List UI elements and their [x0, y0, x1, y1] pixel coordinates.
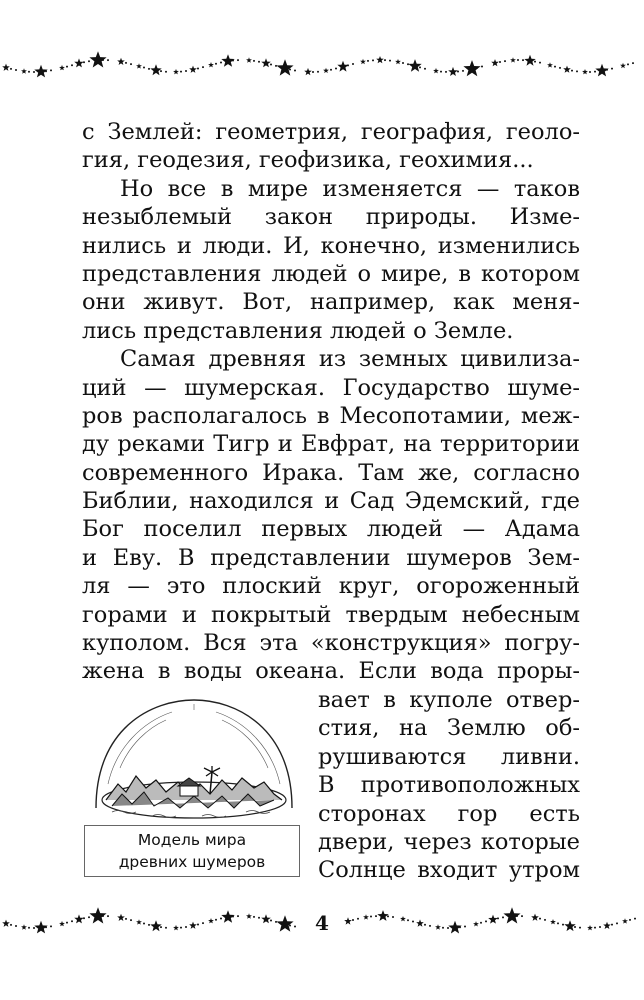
border-dot — [352, 63, 354, 65]
border-star — [261, 914, 271, 923]
border-dot — [253, 916, 255, 918]
border-star — [531, 914, 539, 921]
text-line: вает в куполе отвер- — [318, 687, 580, 713]
border-dot — [270, 920, 272, 922]
border-dot — [616, 922, 618, 924]
border-star — [21, 924, 27, 929]
border-star — [117, 914, 125, 921]
border-dot — [180, 71, 182, 73]
border-dot — [107, 59, 109, 61]
border-dot — [594, 71, 596, 73]
border-star — [337, 61, 348, 72]
border-dot — [559, 67, 561, 69]
border-dot — [571, 70, 573, 72]
border-dot — [485, 920, 487, 922]
border-dot — [594, 927, 596, 929]
border-dot — [457, 71, 459, 73]
border-dot — [88, 60, 90, 62]
text-line: ров располагалось в Месопотамии, меж- — [82, 402, 580, 429]
border-dot — [130, 919, 132, 921]
border-dot — [143, 923, 145, 925]
border-star — [21, 68, 27, 73]
caption-line: Модель мира — [137, 831, 247, 849]
border-star — [620, 63, 626, 68]
border-dot — [611, 68, 613, 70]
border-star — [208, 918, 214, 923]
border-star — [603, 922, 611, 929]
border-dot — [220, 62, 222, 64]
top-star-border — [0, 46, 644, 86]
border-dot — [562, 924, 564, 926]
border-star — [400, 916, 406, 921]
border-dot — [88, 916, 90, 918]
border-star — [246, 57, 252, 62]
figure-caption — [84, 825, 300, 877]
border-dot — [215, 919, 217, 921]
caption-line: древних шумеров — [118, 853, 266, 871]
border-star — [136, 63, 142, 68]
border-dot — [107, 915, 109, 917]
border-dot — [480, 922, 482, 924]
text-line: и Еву. В представлении шумеров Зем- — [82, 544, 580, 571]
border-dot — [294, 69, 296, 71]
border-star — [150, 64, 161, 75]
text-line: лись представления людей о Земле. — [82, 317, 514, 344]
border-dot — [66, 922, 68, 924]
border-star — [89, 51, 106, 67]
border-dot — [579, 927, 581, 929]
text-line: сторонах гор есть — [318, 800, 580, 827]
border-dot — [407, 919, 409, 921]
border-dot — [33, 71, 35, 73]
border-dot — [589, 71, 591, 73]
border-dot — [130, 63, 132, 65]
border-dot — [335, 68, 337, 70]
border-dot — [71, 920, 73, 922]
border-dot — [606, 69, 608, 71]
border-star — [276, 915, 293, 931]
border-dot — [220, 918, 222, 920]
border-dot — [317, 71, 319, 73]
border-dot — [539, 62, 541, 64]
border-star — [582, 69, 588, 74]
border-dot — [440, 71, 442, 73]
text-line: ля — это плоский круг, огороженный — [82, 573, 580, 600]
border-star — [435, 924, 441, 930]
border-dot — [352, 919, 354, 921]
border-star — [377, 910, 388, 921]
border-dot — [445, 71, 447, 73]
border-dot — [375, 915, 377, 917]
border-dot — [387, 915, 389, 917]
border-star — [491, 59, 499, 66]
border-dot — [15, 925, 17, 927]
border-dot — [370, 916, 372, 918]
border-star — [448, 67, 458, 76]
border-dot — [143, 67, 145, 69]
border-star — [550, 919, 556, 924]
border-star — [59, 921, 65, 926]
text-line: Но все в мире изменяется — таков — [120, 175, 580, 202]
border-star — [344, 917, 352, 924]
border-dot — [517, 59, 519, 61]
border-dot — [347, 64, 349, 66]
border-dot — [28, 71, 30, 73]
border-dot — [312, 71, 314, 73]
border-dot — [632, 62, 634, 64]
border-star — [323, 68, 329, 73]
border-star — [74, 914, 84, 923]
text-line: Солнце входит утром — [318, 857, 580, 884]
border-dot — [10, 924, 12, 926]
border-star — [408, 59, 421, 72]
border-dot — [367, 60, 369, 62]
text-line: современного Ирака. Там же, согласно — [82, 459, 580, 486]
border-dot — [534, 61, 536, 63]
border-dot — [424, 924, 426, 926]
border-dot — [459, 926, 461, 928]
border-dot — [50, 925, 52, 927]
border-dot — [442, 927, 444, 929]
text-line: Самая древняя из земных цивилиза- — [120, 346, 580, 373]
border-dot — [611, 924, 613, 926]
text-line: двери, через которые — [318, 828, 580, 855]
border-dot — [148, 924, 150, 926]
border-star — [503, 907, 520, 923]
border-star — [208, 62, 214, 67]
border-dot — [232, 59, 234, 61]
border-dot — [330, 69, 332, 71]
border-star — [246, 913, 252, 918]
border-dot — [165, 71, 167, 73]
text-line: горами и покрытый твердым небесным — [82, 601, 580, 628]
border-dot — [497, 917, 499, 919]
border-dot — [502, 916, 504, 918]
border-star — [395, 59, 401, 64]
border-star — [304, 68, 312, 75]
border-star — [587, 925, 593, 930]
border-dot — [412, 921, 414, 923]
border-dot — [464, 926, 466, 928]
border-dot — [253, 60, 255, 62]
text-line: В противоположных — [318, 772, 580, 799]
border-star — [622, 918, 628, 923]
text-line: стия, на Землю об- — [318, 715, 580, 742]
text-line: Бог поселил первых людей — Адама — [82, 516, 580, 543]
border-dot — [627, 63, 629, 65]
border-star — [150, 920, 161, 931]
text-line: нились и люди. И, конечно, изменились — [82, 232, 580, 259]
border-dot — [392, 916, 394, 918]
border-dot — [202, 66, 204, 68]
border-dot — [499, 61, 501, 63]
text-line: гия, геодезия, геофизика, геохимия... — [82, 147, 534, 174]
border-dot — [160, 70, 162, 72]
text-line: незыблемый закон природы. Изме- — [82, 204, 580, 231]
border-star — [524, 55, 535, 66]
border-dot — [148, 68, 150, 70]
border-dot — [258, 61, 260, 63]
border-dot — [629, 919, 631, 921]
border-dot — [357, 918, 359, 920]
border-dot — [237, 59, 239, 61]
border-dot — [50, 69, 52, 71]
border-star — [564, 920, 575, 931]
text-line: рушиваются ливни. — [318, 743, 580, 770]
border-dot — [476, 67, 478, 69]
border-dot — [481, 65, 483, 67]
border-dot — [539, 918, 541, 920]
border-star — [563, 66, 571, 73]
border-dot — [275, 921, 277, 923]
text-line: куполом. Вся эта «конструкция» погру- — [82, 630, 580, 657]
border-dot — [45, 926, 47, 928]
border-dot — [424, 68, 426, 70]
text-line: ций — шумерская. Государство шуме- — [82, 374, 580, 401]
border-dot — [197, 923, 199, 925]
body-text-full-width — [82, 118, 580, 686]
border-dot — [258, 917, 260, 919]
border-star — [473, 921, 479, 926]
border-dot — [270, 64, 272, 66]
border-dot — [202, 922, 204, 924]
border-dot — [45, 70, 47, 72]
border-dot — [197, 67, 199, 69]
border-dot — [125, 918, 127, 920]
text-line: они живут. Вот, например, как меня- — [82, 289, 580, 316]
border-dot — [521, 915, 523, 917]
border-dot — [275, 65, 277, 67]
border-dot — [402, 62, 404, 64]
text-line: ду реками Тигр и Евфрат, на территории — [82, 431, 580, 458]
text-line: представления людей о мире, в котором — [82, 260, 580, 287]
border-dot — [289, 924, 291, 926]
border-dot — [83, 61, 85, 63]
border-star — [189, 66, 197, 73]
border-star — [173, 69, 179, 75]
border-star — [74, 58, 84, 67]
border-dot — [28, 927, 30, 929]
border-dot — [185, 926, 187, 928]
border-star — [2, 920, 10, 927]
border-star — [59, 65, 65, 70]
border-dot — [554, 66, 556, 68]
border-dot — [289, 68, 291, 70]
border-dot — [504, 60, 506, 62]
border-star — [463, 60, 480, 76]
border-dot — [294, 925, 296, 927]
border-dot — [237, 915, 239, 917]
border-dot — [180, 927, 182, 929]
border-star — [547, 62, 553, 67]
border-dot — [462, 70, 464, 72]
border-star — [2, 64, 10, 71]
text-line: Библии, находился и Сад Эдемский, где — [82, 488, 580, 515]
border-dot — [125, 62, 127, 64]
border-dot — [516, 915, 518, 917]
border-dot — [185, 70, 187, 72]
border-dot — [447, 927, 449, 929]
border-star — [488, 915, 498, 924]
border-dot — [599, 926, 601, 928]
border-star — [173, 925, 179, 931]
border-dot — [10, 68, 12, 70]
border-dot — [15, 69, 17, 71]
border-dot — [576, 70, 578, 72]
border-dot — [557, 922, 559, 924]
border-star — [510, 57, 516, 62]
border-dot — [574, 926, 576, 928]
text-line: с Землей: геометрия, география, геоло- — [82, 119, 580, 145]
border-dot — [232, 915, 234, 917]
border-dot — [384, 59, 386, 61]
border-star — [136, 919, 142, 924]
border-star — [89, 907, 106, 923]
border-dot — [429, 925, 431, 927]
border-star — [363, 914, 369, 919]
border-dot — [165, 927, 167, 929]
border-dot — [372, 59, 374, 61]
page-number: 4 — [300, 910, 344, 936]
border-star — [376, 56, 384, 63]
border-star — [433, 68, 439, 74]
border-dot — [102, 59, 104, 61]
border-dot — [522, 59, 524, 61]
border-star — [360, 59, 366, 64]
border-dot — [66, 66, 68, 68]
body-text-narrow-column — [318, 686, 580, 885]
border-dot — [102, 915, 104, 917]
border-dot — [634, 918, 636, 920]
border-dot — [389, 60, 391, 62]
border-star — [416, 919, 424, 926]
border-dot — [83, 917, 85, 919]
border-dot — [160, 926, 162, 928]
border-star — [276, 59, 293, 75]
border-dot — [215, 63, 217, 65]
border-star — [261, 58, 271, 67]
text-line: жена в воды океана. Если вода проры- — [82, 658, 580, 685]
sumerian-world-model-illustration — [82, 688, 306, 822]
border-star — [189, 922, 197, 929]
border-dot — [33, 927, 35, 929]
border-dot — [544, 919, 546, 921]
border-dot — [71, 64, 73, 66]
border-dot — [419, 66, 421, 68]
border-star — [117, 58, 125, 65]
